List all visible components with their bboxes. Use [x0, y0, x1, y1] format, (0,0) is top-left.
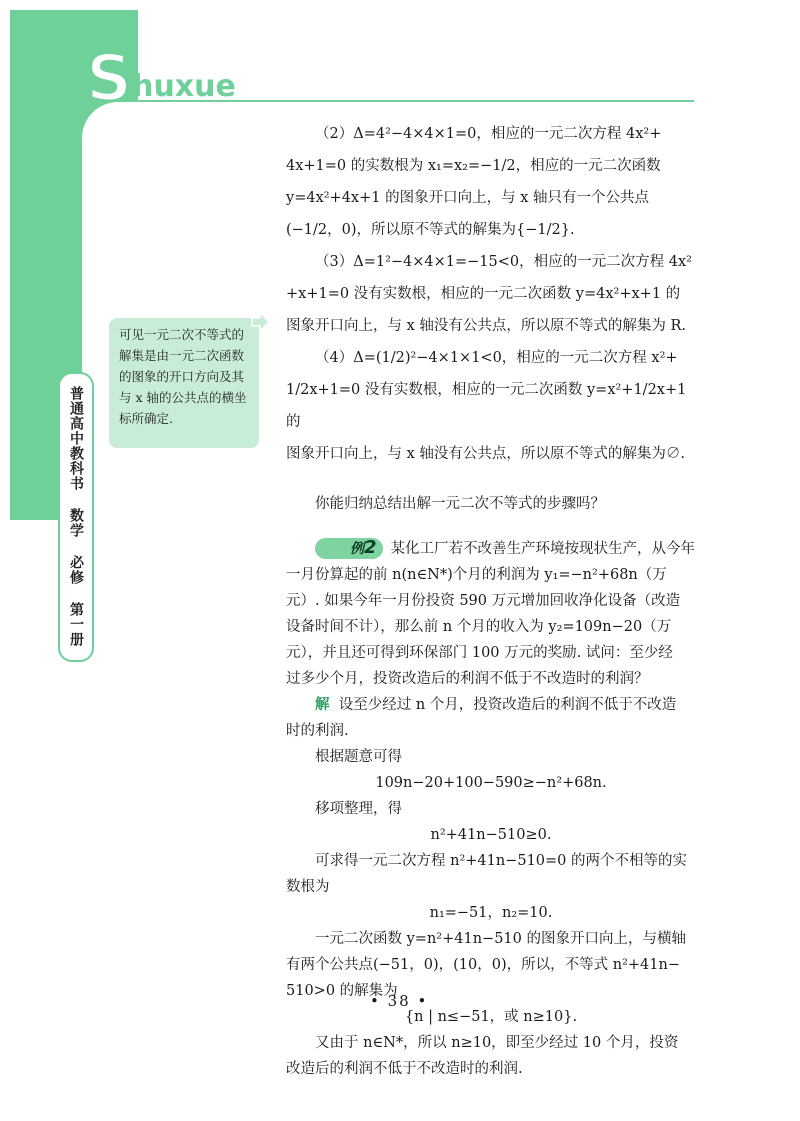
equation-4: {n | n≤−51，或 n≥10}.	[404, 1009, 578, 1025]
logo-rest: huxue	[132, 69, 236, 104]
equation-2: n²+41n−510≥0.	[430, 827, 552, 843]
example-line2: 一月份算起的前 n(n∈N*)个月的利润为 y₁=−n²+68n（万	[286, 567, 667, 583]
example-first-line	[286, 536, 696, 562]
example-line6: 过多少个月，投资改造后的利润不低于不改造时的利润？	[286, 671, 649, 687]
solution-line2: 时的利润.	[286, 723, 349, 739]
case2-line3: y=4x²+4x+1 的图象开口向上，与 x 轴只有一个公共点	[286, 190, 649, 206]
case4-line1: （4）Δ=(1/2)²−4×1×1<0，相应的一元二次方程 x²+	[315, 350, 678, 366]
margin-note	[109, 318, 259, 448]
example-line3: 元）. 如果今年一月份投资 590 万元增加回收净化设备（改造	[286, 593, 681, 609]
solution-line1: 设至少经过 n 个月，投资改造后的利润不低于不改造	[338, 697, 677, 713]
book-title-tab	[58, 372, 94, 662]
book-title: 普通高中教科书 数学 必修 第一册	[68, 386, 84, 647]
summary-question: 你能归纳总结出解一元二次不等式的步骤吗？	[315, 496, 605, 512]
solution-line5: 可求得一元二次方程 n²+41n−510=0 的两个不相等的实	[315, 853, 688, 869]
margin-note-text: 可见一元二次不等式的解集是由一元二次函数的图象的开口方向及其与 x 轴的公共点的横坐标所确定.	[119, 327, 247, 426]
solution-label: 解	[315, 697, 330, 713]
case2-line1: （2）Δ=4²−4×4×1=0，相应的一元二次方程 4x²+	[315, 126, 662, 142]
case2-line2: 4x+1=0 的实数根为 x₁=x₂=−1/2，相应的一元二次函数	[286, 158, 661, 174]
main-content	[286, 118, 696, 1082]
example-label: 例	[350, 541, 364, 557]
solution-first-line	[286, 692, 696, 718]
example-line1: 某化工厂若不改善生产环境按现状生产，从今年	[390, 541, 696, 557]
logo-initial: S	[86, 42, 133, 116]
solution-line7: 一元二次函数 y=n²+41n−510 的图象开口向上，与横轴	[315, 931, 686, 947]
solution-line9: 510>0 的解集为	[286, 983, 398, 999]
case3-line3: 图象开口向上，与 x 轴没有公共点，所以原不等式的解集为 R.	[286, 318, 687, 334]
case3-line1: （3）Δ=1²−4×4×1=−15<0，相应的一元二次方程 4x²	[315, 254, 692, 270]
arrow-right-icon	[250, 312, 270, 332]
subject-logo	[86, 42, 236, 116]
equation-1: 109n−20+100−590≥−n²+68n.	[375, 775, 607, 791]
case4-line3: 图象开口向上，与 x 轴没有公共点，所以原不等式的解集为∅.	[286, 446, 686, 462]
example-line4: 设备时间不计），那么前 n 个月的收入为 y₂=109n−20（万	[286, 619, 672, 635]
case4-line2: 1/2x+1=0 没有实数根，相应的一元二次函数 y=x²+1/2x+1 的	[286, 382, 687, 430]
equation-3: n₁=−51，n₂=10.	[429, 905, 553, 921]
case2-line4: (−1/2，0)，所以原不等式的解集为{−1/2}.	[286, 222, 575, 238]
solution-line10: 又由于 n∈N*，所以 n≥10，即至少经过 10 个月，投资	[315, 1035, 679, 1051]
solution-line3: 根据题意可得	[315, 749, 402, 765]
page-number: • 38 •	[370, 992, 429, 1010]
example-line5: 元），并且还可得到环保部门 100 万元的奖励. 试问：至少经	[286, 645, 673, 661]
solution-line8: 有两个公共点(−51，0)，(10，0)，所以，不等式 n²+41n−	[286, 957, 680, 973]
solution-line6: 数根为	[286, 879, 330, 895]
example-badge	[315, 538, 383, 559]
solution-line11: 改造后的利润不低于不改造时的利润.	[286, 1061, 523, 1077]
case3-line2: +x+1=0 没有实数根，相应的一元二次函数 y=4x²+x+1 的	[286, 286, 681, 302]
example-number: 2	[364, 537, 377, 558]
solution-line4: 移项整理，得	[315, 801, 402, 817]
